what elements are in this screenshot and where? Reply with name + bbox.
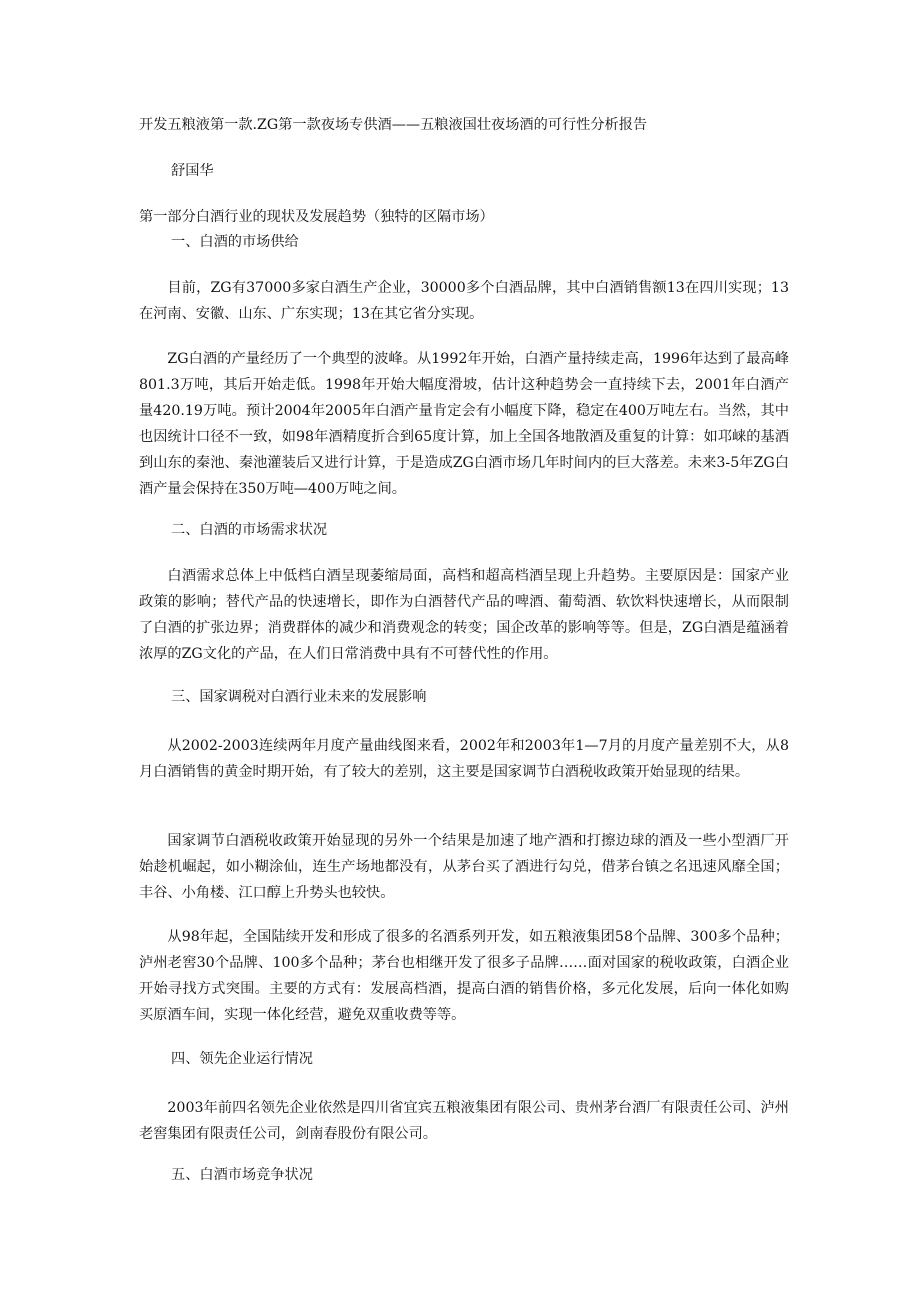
- section1-paragraph-1: 目前，ZG有37000多家白酒生产企业，30000多个白酒品牌，其中白酒销售额13在四川实现；13在河南、安徽、山东、广东实现；13在其它省分实现。: [139, 280, 789, 322]
- section5-heading: 五、白酒市场竞争状况: [171, 1167, 313, 1183]
- part1-heading: 第一部分白酒行业的现状及发展趋势（独特的区隔市场）: [139, 209, 494, 225]
- section3-paragraph-3: 从98年起，全国陆续开发和形成了很多的名酒系列开发，如五粮液集团58个品牌、300多个品种；泸州老窖30个品牌、100多个品种；茅台也相继开发了很多子品牌……面对国家的税收政策，白酒企业开始寻找方式突围。主要的方式有：发展高档酒，提高白酒的销售价格，多元化发展，后向一体化如购买原酒车间，实现一体化经营，避免双重收费等等。: [139, 929, 789, 1023]
- section4-paragraph-1: 2003年前四名领先企业依然是四川省宜宾五粮液集团有限公司、贵州茅台酒厂有限责任公司、泸州老窖集团有限责任公司，剑南春股份有限公司。: [139, 1100, 789, 1142]
- section3-heading: 三、国家调税对白酒行业未来的发展影响: [171, 689, 427, 705]
- section2-paragraph-1: 白酒需求总体上中低档白酒呈现萎缩局面，高档和超高档酒呈现上升趋势。主要原因是：国家产业政策的影响；替代产品的快速增长，即作为白酒替代产品的啤酒、葡萄酒、软饮料快速增长，从而限制了白酒的扩张边界；消费群体的减少和消费观念的转变；国企改革的影响等等。但是，ZG白酒是蕴涵着浓厚的ZG文化的产品，在人们日常消费中具有不可替代性的作用。: [139, 568, 789, 662]
- section4-heading: 四、领先企业运行情况: [171, 1051, 313, 1067]
- section3-paragraph-2: 国家调节白酒税收政策开始显现的另外一个结果是加速了地产酒和打擦边球的酒及一些小型酒厂开始趁机崛起，如小糊涂仙，连生产场地都没有，从茅台买了酒进行勾兑，借茅台镇之名迅速风靡全国；丰谷、小角楼、江口醇上升势头也较快。: [139, 833, 789, 901]
- section1-heading: 一、白酒的市场供给: [171, 234, 299, 250]
- section3-paragraph-1: 从2002-2003连续两年月度产量曲线图来看，2002年和2003年1—7月的月度产量差别不大，从8月白酒销售的黄金时期开始，有了较大的差别，这主要是国家调节白酒税收政策开始显现的结果。: [139, 738, 789, 780]
- section1-paragraph-2: ZG白酒的产量经历了一个典型的波峰。从1992年开始，白酒产量持续走高，1996年达到了最高峰801.3万吨，其后开始走低。1998年开始大幅度滑坡，估计这种趋势会一直持续下去，2001年白酒产量420.19万吨。预计2004年2005年白酒产量肯定会有小幅度下降，稳定在400万吨左右。当然，其中也因统计口径不一致，如98年酒精度折合到65度计算，加上全国各地散酒及重复的计算：如邛崃的基酒到山东的秦池、秦池灌装后又进行计算，于是造成ZG白酒市场几年时间内的巨大落差。未来3-5年ZG白酒产量会保持在350万吨—400万吨之间。: [139, 351, 789, 497]
- document-title: 开发五粮液第一款.ZG第一款夜场专供酒——五粮液国壮夜场酒的可行性分析报告: [139, 117, 648, 133]
- author-name: 舒国华: [171, 163, 214, 179]
- section2-heading: 二、白酒的市场需求状况: [171, 522, 328, 538]
